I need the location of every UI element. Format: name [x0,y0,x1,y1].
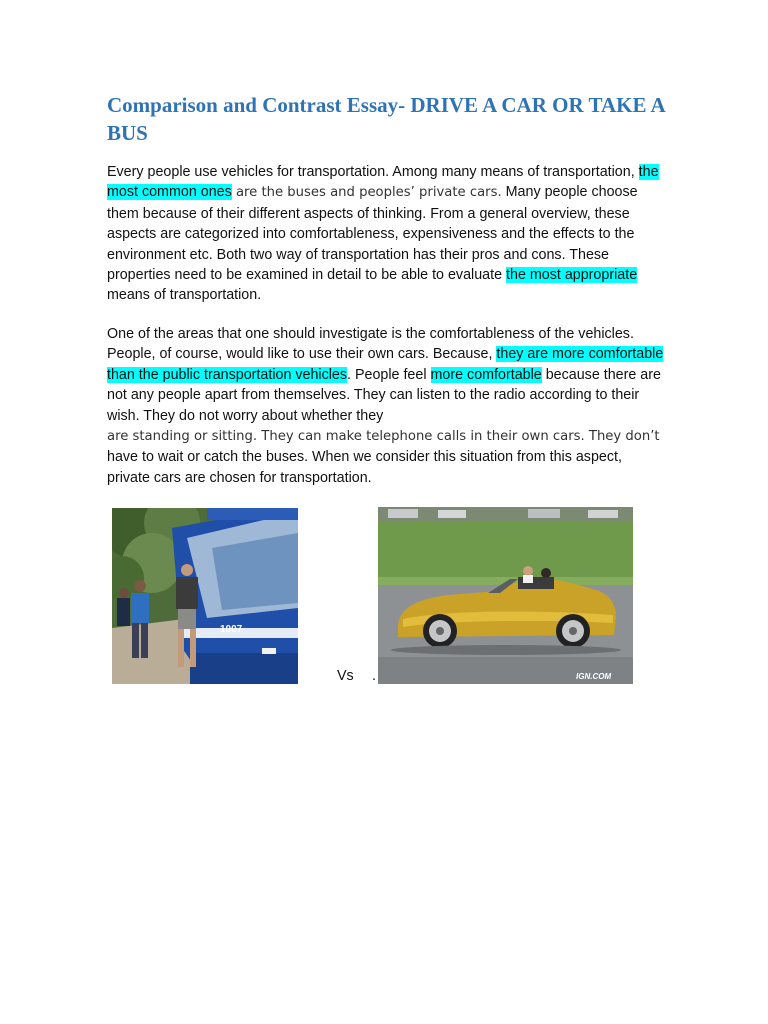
bus-photo [112,508,298,684]
car-photo [378,507,633,684]
text-run: . People feel [347,366,431,383]
car-photo-image [378,507,633,684]
highlighted-text: more comfortable [430,366,542,383]
text-run: Every people use vehicles for transportation. Among many means of transportation, [107,164,639,180]
paragraph-intro [107,162,667,306]
text-run: have to wait or catch the buses. When we consider this situation from this aspect, private cars are chosen for transportation. [107,449,622,486]
text-run: are standing or sitting. They can make telephone calls in their own cars. They don’t [107,429,660,445]
highlighted-text: the most common ones [107,164,659,201]
highlighted-text: they are more comfortable than the public transportation vehicles [107,346,664,383]
text-run: Many people choose them because of their different aspects of thinking. From a general overview, these aspects are categorized into comfortableness, expensiveness and the effects to the environment etc. Both two way of transportation has their pros and cons. These properties need to be examined in detail to be able to evaluate [107,184,638,284]
bus-number: 1007 [220,624,243,635]
text-run: One of the areas that one should investigate is the comfortableness of the vehicles. People, of course, would like to use their own cars. Because, [107,326,634,363]
vs-label: Vs [337,668,354,684]
bus-photo-image [112,508,298,684]
period-mark: . [372,668,376,684]
essay-title: Comparison and Contrast Essay- DRIVE A CAR OR TAKE A BUS [107,93,665,145]
car-watermark: IGN.COM [576,672,612,681]
text-run: because there are not any people apart from themselves. They can listen to the radio according to their wish. They do not worry about whether they [107,366,661,424]
text-run: means of transportation. [107,287,262,304]
highlighted-text: the most appropriate [506,267,638,284]
paragraph-comfort [107,324,667,488]
text-run: are the buses and peoples’ private cars. [231,185,502,201]
